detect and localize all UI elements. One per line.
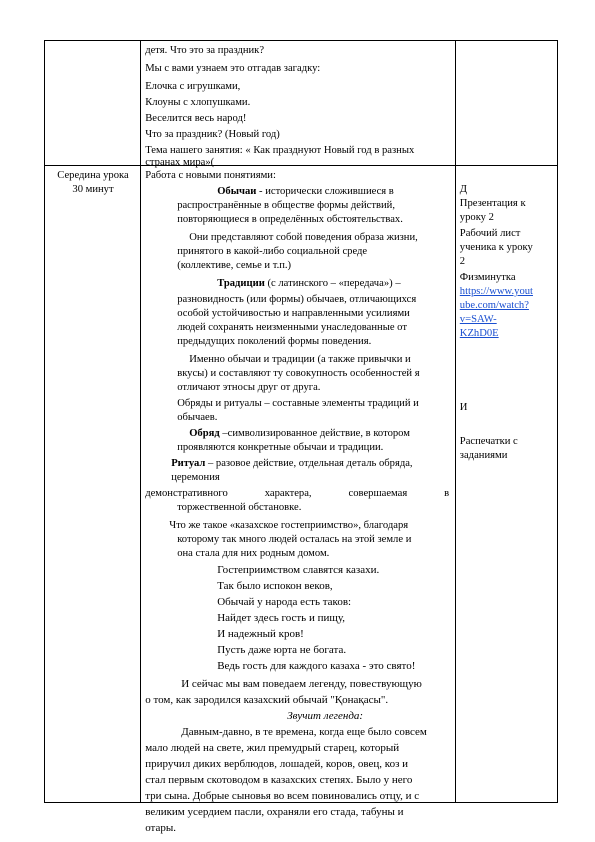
rite-definition bbox=[189, 428, 410, 440]
ritual-text: торжественной обстановке. bbox=[177, 502, 302, 513]
intro-line: детя. Что это за праздник? bbox=[145, 45, 265, 56]
table-row-intro bbox=[45, 41, 558, 166]
poem-line: Найдет здесь гость и пищу, bbox=[217, 612, 345, 624]
customs-text: распространённые в обществе формы действий, bbox=[177, 200, 395, 211]
traditions-text: (с латинского – «передача») – bbox=[264, 278, 401, 289]
ritual-word: демонстративного bbox=[145, 488, 228, 499]
traditions-term: Традиции bbox=[217, 278, 265, 289]
legend-intro: И сейчас мы вам поведаем легенду, повествующую bbox=[181, 678, 422, 690]
stage-label: Середина урока bbox=[57, 170, 129, 181]
video-link[interactable]: ube.com/watch? bbox=[459, 300, 529, 311]
worksheet-label: Рабочий лист bbox=[459, 228, 521, 239]
customs-text: (коллективе, семье и т.п.) bbox=[177, 260, 292, 271]
intro-line: Клоуны с хлопушками. bbox=[145, 97, 251, 108]
video-link[interactable]: https://www.yout bbox=[459, 286, 533, 297]
resource-marker-d: Д bbox=[459, 184, 468, 195]
ritual-text-justified bbox=[145, 488, 449, 500]
legend-line: великим усердием пасли, охраняли его стада, табуны и bbox=[145, 806, 404, 818]
customs-text: - исторически сложившиеся в bbox=[256, 186, 394, 197]
rites-text: обычаев. bbox=[177, 412, 218, 423]
presentation-label: уроку 2 bbox=[459, 212, 494, 223]
ethnos-text: отличают этносы друг от друга. bbox=[177, 382, 321, 393]
cell-stage bbox=[45, 166, 141, 803]
video-link[interactable]: v=SAW- bbox=[459, 314, 497, 325]
topic-line: Тема нашего занятия: « Как празднуют Новый год в разных bbox=[145, 145, 415, 156]
ritual-text: – разовое действие, отдельная деталь обряда, bbox=[205, 458, 413, 469]
poem-line: Ведь гость для каждого казаха - это свято! bbox=[217, 660, 416, 672]
cell-resources bbox=[455, 166, 557, 803]
legend-title: Звучит легенда: bbox=[287, 710, 364, 722]
ritual-word: совершаемая bbox=[348, 488, 408, 499]
poem-line: Гостеприимством славятся казахи. bbox=[217, 564, 380, 576]
poem-line: Пусть даже юрта не богата. bbox=[217, 644, 347, 656]
hospitality-text: которому так много людей осталась на этой земле и bbox=[177, 534, 412, 545]
stage-duration: 30 минут bbox=[72, 184, 114, 195]
customs-text: повторяющиеся в определённых обстоятельствах. bbox=[177, 214, 403, 225]
table-row-main bbox=[45, 166, 558, 803]
worksheet-label: ученика к уроку bbox=[459, 242, 533, 253]
legend-line: Давным-давно, в те времена, когда еще было совсем bbox=[181, 726, 427, 738]
ethnos-text: Именно обычаи и традиции (а также привычки и bbox=[189, 354, 411, 365]
traditions-definition bbox=[217, 278, 400, 290]
cell-main-content bbox=[141, 166, 456, 834]
legend-intro: о том, как зародился казахский обычай "Қонақасы". bbox=[145, 694, 389, 706]
legend-line: мало людей на свете, жил премудрый старец, который bbox=[145, 742, 400, 754]
legend-line: отары. bbox=[145, 822, 177, 834]
intro-line: Что за праздник? (Новый год) bbox=[145, 129, 280, 140]
topic-line: странах мира»( bbox=[145, 157, 215, 168]
legend-line: стал первым скотоводом в казахских степях. Было у него bbox=[145, 774, 413, 786]
intro-line: Веселится весь народ! bbox=[145, 113, 247, 124]
traditions-text: особой устойчивостью и направленными усилиями bbox=[177, 308, 410, 319]
customs-definition bbox=[217, 186, 394, 198]
hospitality-text: Что же такое «казахское гостеприимство», благодаря bbox=[169, 520, 409, 531]
ritual-word: характера, bbox=[264, 488, 312, 499]
customs-text-span: принятого в какой-либо социальной среде bbox=[177, 246, 368, 257]
customs-text bbox=[177, 246, 451, 258]
legend-line: приручил диких верблюдов, лошадей, коров, овец, коз и bbox=[145, 758, 409, 770]
presentation-label: Презентация к bbox=[459, 198, 526, 209]
customs-text: Они представляют собой поведения образа жизни, bbox=[189, 232, 418, 243]
rite-text: проявляются конкретные обычаи и традиции. bbox=[177, 442, 384, 453]
resource-marker-i: И bbox=[459, 402, 468, 413]
poem-line: И надежный кров! bbox=[217, 628, 304, 640]
poem-line: Обычай у народа есть таков: bbox=[217, 596, 352, 608]
rites-text: Обряды и ритуалы – составные элементы традиций и bbox=[177, 398, 419, 409]
physical-break-label: Физминутка bbox=[459, 272, 516, 283]
customs-term: Обычаи bbox=[217, 186, 257, 197]
ritual-term: Ритуал bbox=[171, 458, 206, 469]
ritual-word: в bbox=[444, 488, 450, 499]
printouts-label: Распечатки с bbox=[459, 436, 518, 447]
traditions-text: предыдущих поколений формы поведения. bbox=[177, 336, 372, 347]
ethnos-text: вкусы) и составляют ту совокупность особенностей я bbox=[177, 368, 420, 379]
hospitality-text: она стала для них родным домом. bbox=[177, 548, 330, 559]
ritual-definition bbox=[171, 458, 412, 470]
rite-term: Обряд bbox=[189, 428, 220, 439]
intro-line: Елочка с игрушками, bbox=[145, 81, 241, 92]
section-heading: Работа с новыми понятиями: bbox=[145, 170, 276, 181]
poem-line: Так было испокон веков, bbox=[217, 580, 333, 592]
traditions-text: разновидность (или формы) обычаев, отличающихся bbox=[177, 294, 417, 305]
legend-line: три сына. Добрые сыновья во всем повиновались отцу, и с bbox=[145, 790, 420, 802]
cell-intro-content bbox=[141, 41, 456, 166]
cell-intro-resources bbox=[455, 41, 557, 166]
lesson-plan-table bbox=[44, 40, 558, 834]
intro-line: Мы с вами узнаем это отгадав загадку: bbox=[145, 63, 321, 74]
traditions-text: людей сохранять неизменными унаследованные от bbox=[177, 322, 407, 333]
ritual-text: церемония bbox=[171, 472, 220, 483]
cell-intro-stage bbox=[45, 41, 141, 166]
printouts-label: заданиями bbox=[459, 450, 508, 461]
worksheet-label: 2 bbox=[459, 256, 466, 267]
video-link[interactable]: KZhD0E bbox=[459, 328, 499, 339]
rite-text: –символизированное действие, в котором bbox=[219, 428, 410, 439]
